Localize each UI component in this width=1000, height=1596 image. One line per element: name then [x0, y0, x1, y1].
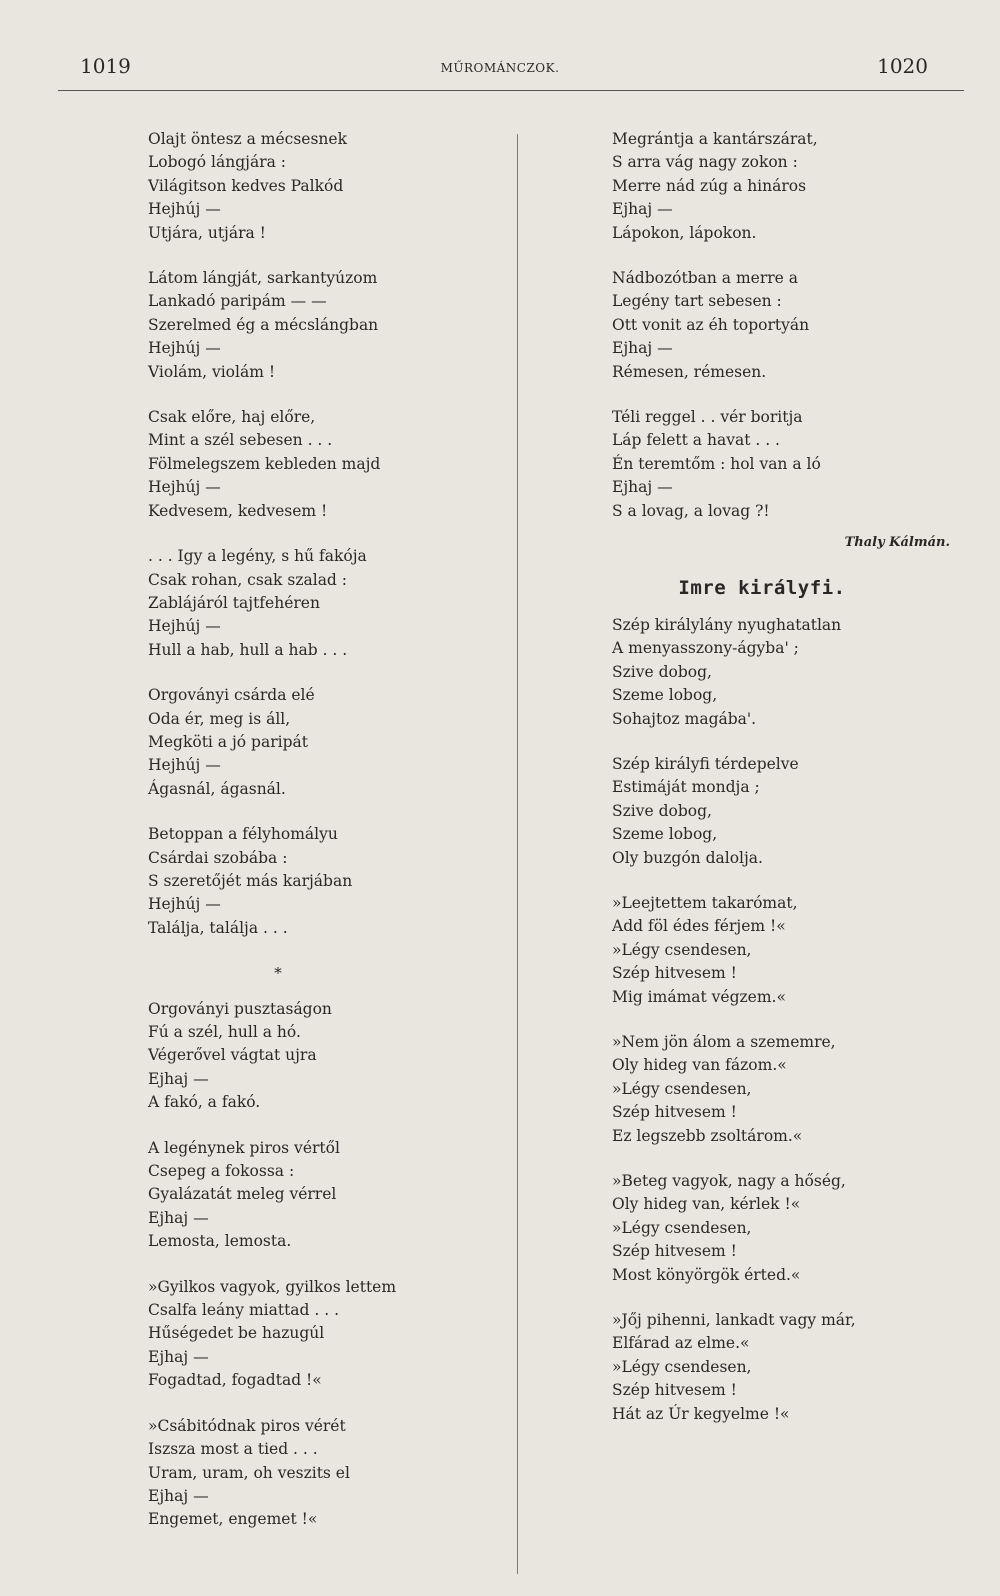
- header-rule: [58, 90, 964, 91]
- verse-line: Ott vonit az éh toportyán: [612, 315, 810, 334]
- verse-line: Megrántja a kantárszárat,: [612, 130, 818, 148]
- verse-line: Olajt öntesz a mécsesnek: [148, 130, 347, 148]
- verse-line: Engemet, engemet !«: [148, 1510, 318, 1529]
- poem-stanzas: [612, 614, 942, 1426]
- verse-line: Szerelmed ég a mécslángban: [148, 315, 379, 334]
- verse-line: Fölmelegszem kebleden majd: [148, 454, 381, 473]
- verse-line: A menyasszony-ágyba' ;: [612, 639, 799, 658]
- stanza: [612, 614, 942, 731]
- verse-line: Szép hitvesem !: [612, 964, 737, 983]
- verse-line: Violám, violám !: [148, 362, 276, 381]
- verse-line: Zablájáról tajtfehéren: [148, 593, 320, 612]
- stanza: [148, 545, 478, 662]
- stanza: [612, 406, 942, 523]
- verse-line: »Gyilkos vagyok, gyilkos lettem: [148, 1277, 397, 1296]
- verse-line: Csepeg a fokossa :: [148, 1162, 295, 1181]
- stanza: [148, 823, 478, 940]
- verse-line: Oly hideg van fázom.«: [612, 1056, 787, 1075]
- verse-line: Orgoványi pusztaságon: [148, 999, 332, 1018]
- verse-line: Ejhaj —: [148, 1069, 209, 1088]
- verse-line: Ágasnál, ágasnál.: [148, 779, 286, 798]
- verse-line: »Csábitódnak piros vérét: [148, 1416, 346, 1435]
- verse-line: S arra vág nagy zokon :: [612, 153, 798, 172]
- verse-line: Ejhaj —: [148, 1208, 209, 1227]
- verse-line: Ejhaj —: [612, 200, 673, 219]
- verse-line: Rémesen, rémesen.: [612, 362, 767, 381]
- right-stanzas: [612, 128, 942, 523]
- verse-line: Ejhaj —: [612, 339, 673, 358]
- verse-line: Hejhúj —: [148, 478, 221, 497]
- verse-line: Szép hitvesem !: [612, 1242, 737, 1261]
- verse-line: Uram, uram, oh veszits el: [148, 1463, 350, 1482]
- verse-line: Merre nád zúg a hináros: [612, 176, 807, 195]
- verse-line: S a lovag, a lovag ?!: [612, 501, 770, 520]
- stanza: [612, 892, 942, 1009]
- verse-line: Mig imámat végzem.«: [612, 987, 786, 1006]
- verse-line: Találja, találja . . .: [148, 918, 288, 937]
- stanza: [148, 1276, 478, 1393]
- poem-title: Imre királyfi.: [678, 576, 846, 599]
- stanza: [612, 267, 942, 384]
- verse-line: Szive dobog,: [612, 662, 712, 681]
- verse-line: »Leejtettem takarómat,: [612, 893, 798, 912]
- verse-line: Szép hitvesem !: [612, 1381, 737, 1400]
- verse-line: Orgoványi csárda elé: [148, 686, 315, 705]
- verse-line: Estimáját mondja ;: [612, 778, 760, 797]
- verse-line: Szép királyfi térdepelve: [612, 754, 799, 773]
- left-column: [148, 128, 478, 1554]
- section-separator: *: [274, 964, 282, 983]
- left-stanzas-after: [148, 998, 478, 1532]
- verse-line: Látom lángját, sarkantyúzom: [148, 269, 378, 288]
- stanza: [612, 128, 942, 245]
- verse-line: Ejhaj —: [148, 1486, 209, 1505]
- stanza: [612, 1031, 942, 1148]
- stanza: [612, 1170, 942, 1287]
- verse-line: »Légy csendesen,: [612, 1079, 752, 1098]
- verse-line: Oly hideg van, kérlek !«: [612, 1195, 801, 1214]
- verse-line: Sohajtoz magába'.: [612, 709, 757, 728]
- verse-line: Én teremtőm : hol van a ló: [612, 454, 821, 473]
- verse-line: Mint a szél sebesen . . .: [148, 431, 333, 450]
- verse-line: Csárdai szobába :: [148, 848, 288, 867]
- verse-line: Utjára, utjára !: [148, 223, 266, 242]
- verse-line: Csak rohan, csak szalad :: [148, 570, 348, 589]
- page-header: [0, 54, 1000, 94]
- page-number-left: 1019: [80, 54, 131, 78]
- stanza: [612, 753, 942, 870]
- stanza: [148, 684, 478, 801]
- verse-line: Legény tart sebesen :: [612, 292, 782, 311]
- verse-line: Megköti a jó paripát: [148, 732, 308, 751]
- stanza: [148, 1137, 478, 1254]
- verse-line: »Nem jön álom a szememre,: [612, 1033, 836, 1051]
- verse-line: Téli reggel . . vér boritja: [612, 408, 803, 427]
- verse-line: Szeme lobog,: [612, 825, 718, 844]
- verse-line: Csalfa leány miattad . . .: [148, 1301, 340, 1320]
- verse-line: Szép hitvesem !: [612, 1103, 737, 1122]
- verse-line: Csak előre, haj előre,: [148, 408, 316, 427]
- verse-line: Hull a hab, hull a hab . . .: [148, 640, 348, 659]
- left-stanzas: [148, 128, 478, 940]
- stanza: [148, 406, 478, 523]
- verse-line: Iszsza most a tied . . .: [148, 1440, 318, 1459]
- verse-line: Hát az Úr kegyelme !«: [612, 1404, 790, 1423]
- verse-line: »Beteg vagyok, nagy a hőség,: [612, 1172, 846, 1191]
- verse-line: A legénynek piros vértől: [148, 1138, 340, 1157]
- verse-line: Oda ér, meg is áll,: [148, 709, 291, 728]
- verse-line: Szive dobog,: [612, 801, 712, 820]
- verse-line: Betoppan a félyhomályu: [148, 825, 338, 844]
- verse-line: Lápokon, lápokon.: [612, 223, 757, 242]
- verse-line: »Légy csendesen,: [612, 1357, 752, 1376]
- stanza: [148, 128, 478, 245]
- verse-line: Gyalázatát meleg vérrel: [148, 1185, 337, 1204]
- stanza: [148, 998, 478, 1115]
- verse-line: Hűségedet be hazugúl: [148, 1324, 325, 1343]
- verse-line: »Légy csendesen,: [612, 940, 752, 959]
- verse-line: Szeme lobog,: [612, 686, 718, 705]
- verse-line: Ejhaj —: [612, 478, 673, 497]
- verse-line: Ejhaj —: [148, 1347, 209, 1366]
- verse-line: Hejhúj —: [148, 200, 221, 219]
- verse-line: Hejhúj —: [148, 617, 221, 636]
- verse-line: Lobogó lángjára :: [148, 153, 287, 172]
- verse-line: Nádbozótban a merre a: [612, 269, 798, 288]
- verse-line: Kedvesem, kedvesem !: [148, 501, 328, 520]
- verse-line: Fú a szél, hull a hó.: [148, 1023, 301, 1041]
- verse-line: »Légy csendesen,: [612, 1218, 752, 1237]
- stanza: [612, 1309, 942, 1426]
- right-column: [612, 128, 950, 1448]
- verse-line: Fogadtad, fogadtad !«: [148, 1371, 322, 1390]
- verse-line: Oly buzgón dalolja.: [612, 848, 763, 867]
- verse-line: A fakó, a fakó.: [148, 1093, 261, 1112]
- verse-line: Világitson kedves Palkód: [148, 176, 344, 195]
- verse-line: Lemosta, lemosta.: [148, 1232, 292, 1251]
- verse-line: Most könyörgök érted.«: [612, 1265, 801, 1284]
- running-title: MŰROMÁNCZOK.: [440, 61, 560, 75]
- verse-line: Ez legszebb zsoltárom.«: [612, 1126, 803, 1145]
- verse-line: Szép királylány nyughatatlan: [612, 615, 842, 634]
- verse-line: Add föl édes férjem !«: [612, 917, 786, 936]
- verse-line: Láp felett a havat . . .: [612, 431, 780, 450]
- verse-line: Végerővel vágtat ujra: [148, 1046, 317, 1065]
- verse-line: Hejhúj —: [148, 895, 221, 914]
- page-number-right: 1020: [877, 54, 928, 78]
- stanza: [148, 267, 478, 384]
- verse-line: Elfárad az elme.«: [612, 1334, 750, 1353]
- verse-line: . . . Igy a legény, s hű fakója: [148, 547, 367, 566]
- verse-line: Hejhúj —: [148, 756, 221, 775]
- verse-line: »Jőj pihenni, lankadt vagy már,: [612, 1311, 856, 1330]
- column-divider: [517, 134, 518, 1574]
- verse-line: Hejhúj —: [148, 339, 221, 358]
- verse-line: S szeretőjét más karjában: [148, 871, 353, 890]
- author-signature: Thaly Kálmán.: [844, 535, 950, 551]
- verse-line: Lankadó paripám — —: [148, 292, 327, 311]
- stanza: [148, 1415, 478, 1532]
